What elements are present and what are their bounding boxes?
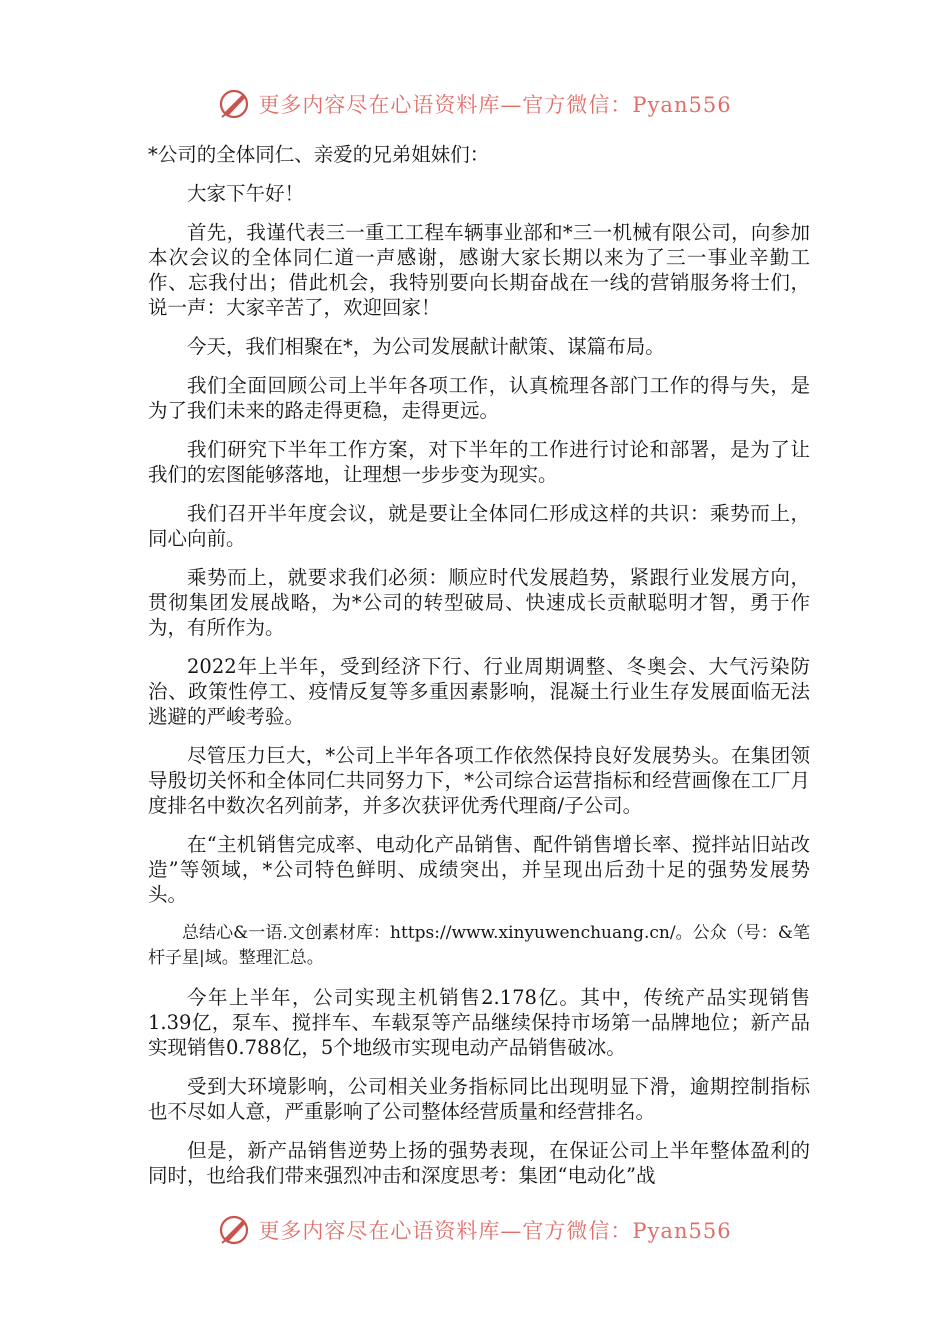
- header-banner: [0, 84, 950, 124]
- paragraph: 尽管压力巨大，*公司上半年各项工作依然保持良好发展势头。在集团领导殷切关怀和全体同仁共同努力下，*公司综合运营指标和经营画像在工厂月度排名中数次名列前茅，并多次获评优秀代理商/子公司。: [148, 744, 810, 817]
- source-note: 总结心&一语.文创素材库：https://www.xinyuwenchuang.cn/。公众（号：&笔杆子星|域。整理汇总。: [148, 923, 810, 968]
- paragraph: 乘势而上，就要求我们必须：顺应时代发展趋势，紧跟行业发展方向，贯彻集团发展战略，为*公司的转型破局、快速成长贡献聪明才智，勇于作为，有所作为。: [148, 566, 810, 639]
- paragraph: 但是，新产品销售逆势上扬的强势表现，在保证公司上半年整体盈利的同时，也给我们带来强烈冲击和深度思考：集团“电动化”战: [148, 1139, 810, 1187]
- greeting: *公司的全体同仁、亲爱的兄弟姐妹们：: [148, 143, 490, 166]
- paragraph: 在“主机销售完成率、电动化产品销售、配件销售增长率、搅拌站旧站改造”等领域，*公司特色鲜明、成绩突出，并呈现出后劲十足的强势发展势头。: [148, 833, 810, 906]
- paragraph: 首先，我谨代表三一重工工程车辆事业部和*三一机械有限公司，向参加本次会议的全体同仁道一声感谢，感谢大家长期以来为了三一事业辛勤工作、忘我付出；借此机会，我特别要向长期奋战在一线的营销服务将士们，说一声：大家辛苦了，欢迎回家！: [148, 221, 810, 319]
- paragraph: 我们召开半年度会议，就是要让全体同仁形成这样的共识：乘势而上，同心向前。: [148, 502, 810, 550]
- paragraph: 我们全面回顾公司上半年各项工作，认真梳理各部门工作的得与失，是为了我们未来的路走得更稳，走得更远。: [148, 374, 810, 422]
- pen-logo-icon: [218, 1213, 252, 1247]
- paragraph: 受到大环境影响，公司相关业务指标同比出现明显下滑，逾期控制指标也不尽如人意，严重影响了公司整体经营质量和经营排名。: [148, 1075, 810, 1123]
- paragraph: 今年上半年，公司实现主机销售2.178亿。其中，传统产品实现销售1.39亿，泵车、搅拌车、车载泵等产品继续保持市场第一品牌地位；新产品实现销售0.788亿，5个地级市实现电动产品销售破冰。: [148, 986, 810, 1059]
- paragraph: 今天，我们相聚在*，为公司发展献计献策、谋篇布局。: [187, 335, 665, 358]
- banner-text: 更多内容尽在心语资料库—官方微信：Pyan556: [258, 93, 732, 117]
- footer-banner: [0, 1210, 950, 1250]
- banner-text: 更多内容尽在心语资料库—官方微信：Pyan556: [258, 1219, 732, 1243]
- paragraph: 大家下午好！: [187, 182, 305, 205]
- paragraph: 我们研究下半年工作方案，对下半年的工作进行讨论和部署，是为了让我们的宏图能够落地，让理想一步步变为现实。: [148, 438, 810, 486]
- document-body: [148, 142, 810, 1202]
- paragraph: 2022年上半年，受到经济下行、行业周期调整、冬奥会、大气污染防治、政策性停工、疫情反复等多重因素影响，混凝土行业生存发展面临无法逃避的严峻考验。: [148, 655, 810, 728]
- pen-logo-icon: [218, 87, 252, 121]
